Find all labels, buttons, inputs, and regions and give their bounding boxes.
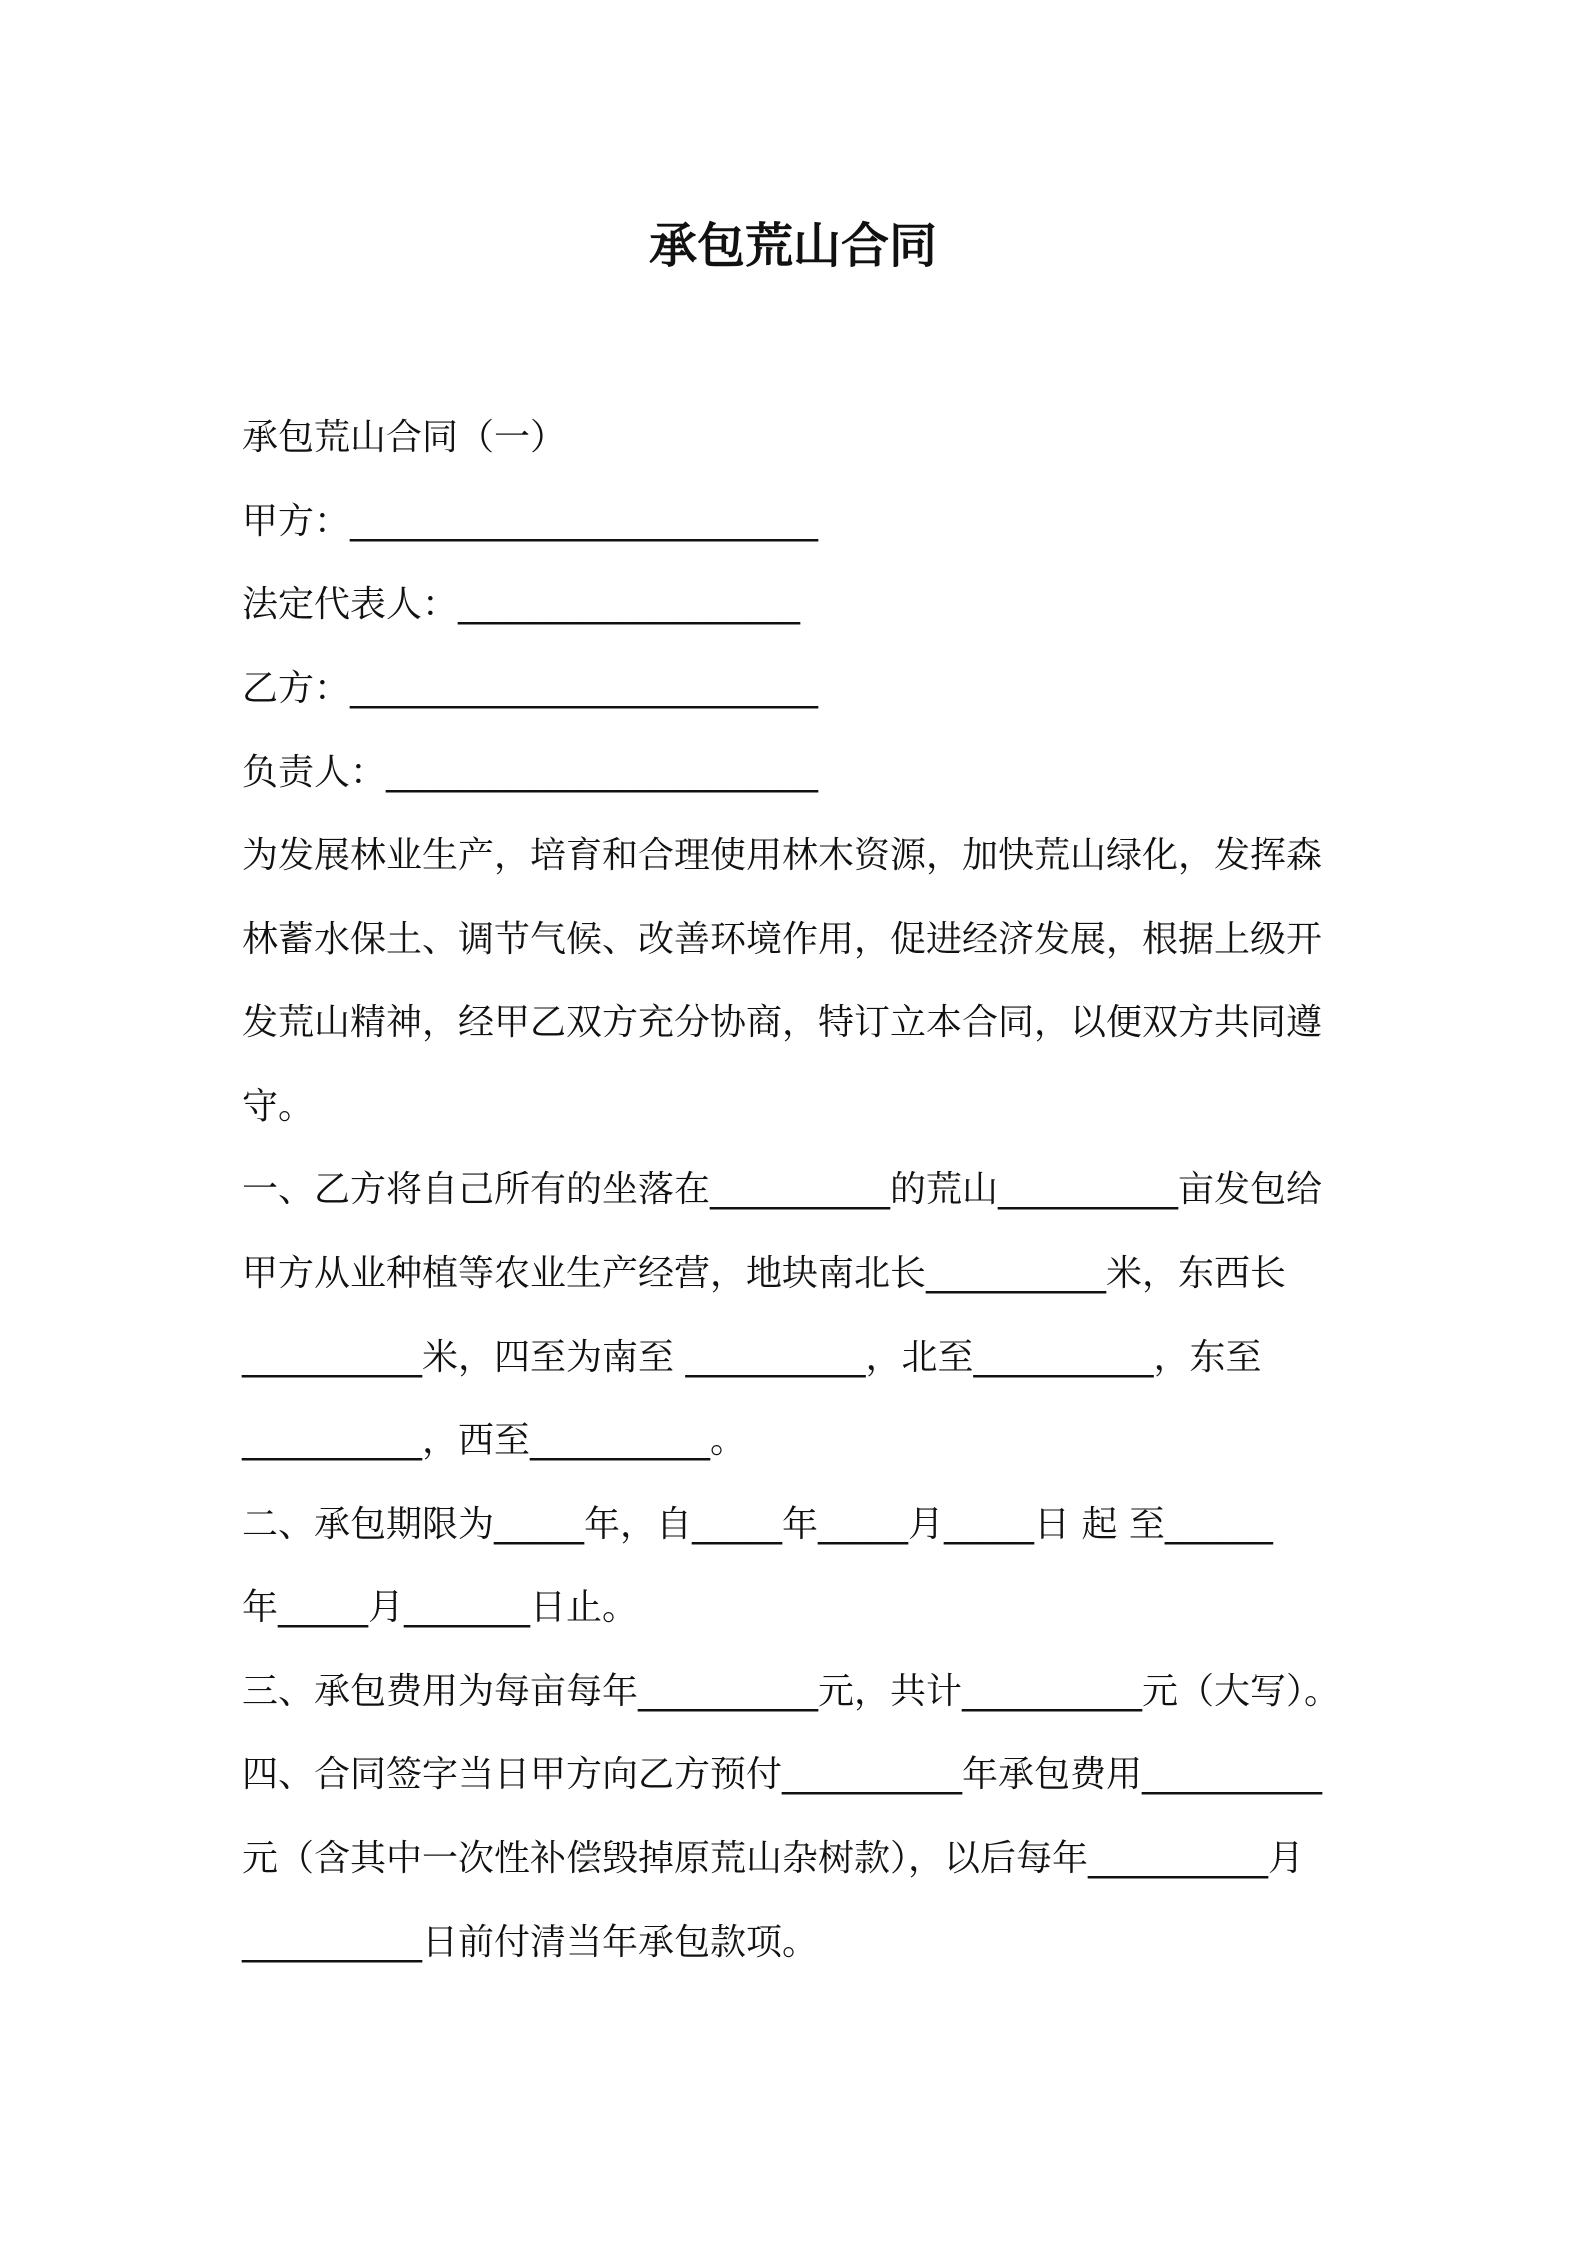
legal-representative-line: 法定代表人：___________________	[242, 584, 801, 625]
section-heading: 承包荒山合同（一）	[242, 417, 567, 458]
clause-1-line: __________米，四至为南至 __________，北至__________，东至	[242, 1337, 1262, 1378]
party-a-line: 甲方：__________________________	[242, 501, 819, 542]
preamble-line: 守。	[242, 1086, 315, 1127]
clause-1-line: 一、乙方将自己所有的坐落在__________的荒山__________亩发包给	[242, 1169, 1323, 1210]
clause-2-line: 二、承包期限为_____年，自_____年_____月_____日 起 至______	[242, 1504, 1273, 1545]
document-title: 承包荒山合同	[648, 218, 937, 274]
party-b-line: 乙方：__________________________	[242, 668, 819, 709]
preamble-line: 为发展林业生产，培育和合理使用林木资源，加快荒山绿化，发挥森	[242, 835, 1323, 876]
clause-4-line: 四、合同签字当日甲方向乙方预付__________年承包费用__________	[242, 1754, 1323, 1795]
clause-1-line: __________，西至__________。	[242, 1420, 747, 1461]
preamble-line: 林蓄水保土、调节气候、改善环境作用，促进经济发展，根据上级开	[242, 919, 1323, 960]
clause-4-line: __________日前付清当年承包款项。	[242, 1922, 819, 1963]
preamble-line: 发荒山精神，经甲乙双方充分协商，特订立本合同，以便双方共同遵	[242, 1002, 1323, 1043]
clause-4-line: 元（含其中一次性补偿毁掉原荒山杂树款），以后每年__________月	[242, 1838, 1305, 1879]
clause-3-line: 三、承包费用为每亩每年__________元，共计__________元（大写）。	[242, 1671, 1341, 1712]
responsible-person-line: 负责人：________________________	[242, 752, 819, 793]
clause-1-line: 甲方从业种植等农业生产经营，地块南北长__________米，东西长	[242, 1253, 1287, 1294]
clause-2-line: 年_____月_______日止。	[242, 1587, 639, 1628]
